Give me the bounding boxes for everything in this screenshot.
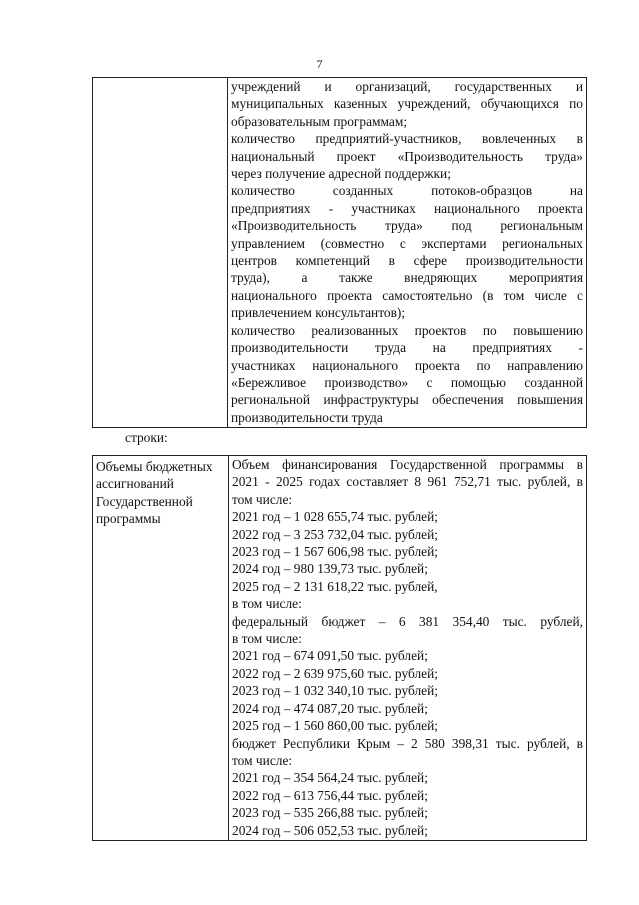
budget-text xyxy=(229,456,586,840)
text-line: 2024 год – 506 052,53 тыс. рублей; xyxy=(232,822,428,838)
text-line: 2023 год – 535 266,88 тыс. рублей; xyxy=(232,805,428,821)
table-row xyxy=(93,78,587,428)
text-line: национальный проект «Производительность труда» xyxy=(231,148,583,164)
text-line: количество созданных потоков-образцов на xyxy=(231,183,583,199)
page-number: 7 xyxy=(316,57,323,71)
heading-line: Государственной xyxy=(96,493,193,509)
text-line: производительности труда на предприятиях - xyxy=(231,340,583,356)
text-line: федеральный бюджет – 6 381 354,40 тыс. рублей, xyxy=(232,613,583,629)
heading-line: ассигнований xyxy=(96,476,174,492)
text-line: 2021 - 2025 годах составляет 8 961 752,71 тыс. рублей, в xyxy=(232,474,583,490)
text-line: центров компетенций в сфере производительности xyxy=(231,253,583,269)
text-line: «Бережливое производство» с помощью созданной xyxy=(231,374,583,390)
text-line: 2023 год – 1 032 340,10 тыс. рублей; xyxy=(232,683,438,699)
text-line: участниках национального проекта по направлению xyxy=(231,357,583,373)
text-line: 2024 год – 474 087,20 тыс. рублей; xyxy=(232,700,428,716)
text-line: количество реализованных проектов по повышению xyxy=(231,322,583,338)
text-line: том числе: xyxy=(232,491,293,507)
text-line: 2021 год – 354 564,24 тыс. рублей; xyxy=(232,770,428,786)
text-line: количество предприятий-участников, вовлеченных в xyxy=(231,131,583,147)
table-cell-empty xyxy=(93,78,228,428)
text-line: производительности труда xyxy=(231,409,383,425)
indicators-table-continuation xyxy=(92,77,587,428)
text-line: региональной инфраструктуры обеспечения повышения xyxy=(231,392,583,408)
text-line: 2025 год – 2 131 618,22 тыс. рублей, xyxy=(232,578,438,594)
table-cell-budget xyxy=(229,456,587,841)
text-line: 2024 год – 980 139,73 тыс. рублей; xyxy=(232,561,428,577)
text-line: в том числе: xyxy=(232,631,302,647)
budget-heading xyxy=(93,456,228,528)
text-line: образовательным программам; xyxy=(231,113,408,129)
text-line: труда), а также внедряющих мероприятия xyxy=(231,270,583,286)
text-line: 2021 год – 1 028 655,74 тыс. рублей; xyxy=(232,509,438,525)
text-line: 2022 год – 2 639 975,60 тыс. рублей; xyxy=(232,665,438,681)
indicators-text xyxy=(228,78,586,427)
text-line: 2022 год – 613 756,44 тыс. рублей; xyxy=(232,787,428,803)
text-line: через получение адресной поддержки; xyxy=(231,166,451,182)
text-line: 2023 год – 1 567 606,98 тыс. рублей; xyxy=(232,544,438,560)
text-line: привлечением консультантов); xyxy=(231,305,406,321)
text-line: том числе: xyxy=(232,752,293,768)
text-line: Объем финансирования Государственной программы в xyxy=(232,457,583,472)
text-line: 2022 год – 3 253 732,04 тыс. рублей; xyxy=(232,526,438,542)
text-line: учреждений и организаций, государственных и xyxy=(231,79,583,94)
text-line: национального проекта самостоятельно (в том числе с xyxy=(231,287,583,303)
table-cell-indicators xyxy=(228,78,587,428)
text-line: муниципальных казенных учреждений, обучающихся по xyxy=(231,96,583,112)
budget-table xyxy=(92,455,587,841)
text-line: «Производительность труда» под региональным xyxy=(231,218,583,234)
text-line: в том числе: xyxy=(232,596,302,612)
text-line: предприятиях - участниках национального проекта xyxy=(231,200,583,216)
text-line: 2021 год – 674 091,50 тыс. рублей; xyxy=(232,648,428,664)
text-line: управлением (совместно с экспертами региональных xyxy=(231,235,583,251)
rows-label: строки: xyxy=(125,430,168,445)
heading-line: Объемы бюджетных xyxy=(96,459,213,474)
table-row xyxy=(93,456,587,841)
text-line: 2025 год – 1 560 860,00 тыс. рублей; xyxy=(232,718,438,734)
heading-line: программы xyxy=(96,511,161,527)
text-line: бюджет Республики Крым – 2 580 398,31 тыс. рублей, в xyxy=(232,735,583,751)
table-cell-heading xyxy=(93,456,229,841)
